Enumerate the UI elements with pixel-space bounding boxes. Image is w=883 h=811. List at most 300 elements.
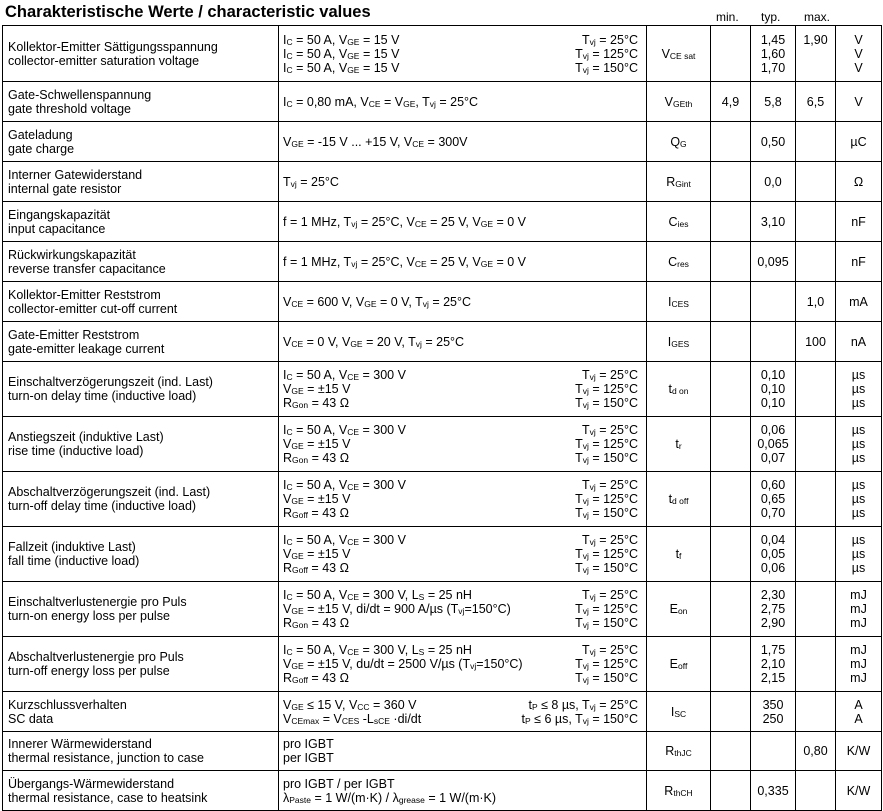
symbol: $t_r$ [647,417,711,472]
min-value [711,771,751,811]
symbol: $V_{GEth}$ [647,82,711,122]
condition-temperature: $T_{vj} = 25^\circ C$ [582,423,638,437]
table-row [3,82,882,122]
unit-value [836,26,882,82]
symbol: $t_{d on}$ [647,362,711,417]
condition-text: $R_{Gon} = 43$ Ω [283,616,350,630]
test-conditions [279,322,647,362]
condition-temperature: $T_{vj} = 125^\circ C$ [575,547,638,561]
condition-text: $R_{Goff} = 43$ Ω [283,561,349,575]
parameter-name-de: Gateladung [8,127,73,142]
symbol: $R_{Gint}$ [647,162,711,202]
unit-value [836,637,882,692]
condition-text: $I_C = 50$ A, $V_{CE} = 300$ V [283,368,406,382]
typ-value-line: 250 [762,711,784,726]
condition-text: $V_{GE} = \pm 15$ V [283,547,351,561]
table-row [3,282,882,322]
parameter-name-en: gate-emitter leakage current [8,341,165,356]
symbol: $C_{res}$ [647,242,711,282]
max-value-line [800,705,831,719]
condition-text: $V_{CEmax} = V_{CES}$ $-L_{sCE} \cdot di/dt$ [283,711,422,726]
min-value-line [715,47,746,61]
typ-value-line [755,335,791,349]
table-row [3,692,882,732]
max-value [796,732,836,771]
table-row [3,362,882,417]
typ-value-line: 0,70 [760,506,786,520]
unit-value-line: µs [851,396,866,410]
typ-value-line: 0,06 [760,423,786,437]
table-row [3,771,882,811]
unit-value-line: K/W [846,783,871,798]
unit-value [836,417,882,472]
condition-text: $R_{Gon} = 43$ Ω [283,396,350,410]
max-value-line: 0,80 [803,744,828,758]
table-row [3,162,882,202]
condition-text: $\lambda_{Paste} = 1$ $W/(m\cdot K) / \lambda_{grease} = 1$ W/(m·K) [283,790,497,805]
condition-text: $I_C = 50$ A, $V_{GE} = 15$ V [283,32,400,47]
max-value-line [800,602,831,616]
parameter-name-en: turn-on delay time (inductive load) [8,389,197,403]
min-value-line [715,135,746,149]
parameter-name [3,82,279,122]
min-value [711,26,751,82]
max-value [796,82,836,122]
parameter-name-de: Gate-Schwellenspannung [8,87,152,102]
parameter-name [3,732,279,771]
header-min: min. [716,10,739,24]
test-conditions [279,362,647,417]
parameter-name-en: reverse transfer capacitance [8,261,166,276]
parameter-name [3,417,279,472]
unit-value-line: K/W [846,744,871,758]
min-value [711,82,751,122]
condition-temperature: $T_{vj} = 25^\circ C$ [582,32,638,47]
unit-value-line: µs [851,561,866,575]
test-conditions [279,582,647,637]
parameter-name [3,122,279,162]
unit-value [836,82,882,122]
parameter-name-de: Interner Gatewiderstand [8,167,143,182]
max-value-line [800,437,831,451]
condition-temperature: $T_{vj} = 125^\circ C$ [575,46,638,61]
max-value-line: 1,0 [806,294,825,309]
condition-temperature: $T_{vj} = 125^\circ C$ [575,657,638,671]
unit-value-line: nF [851,214,866,229]
condition-text: $I_C = 0,80$ mA, $V_{CE} = V_{GE}$, $T_{vj} = 25^\circ C$ [283,94,479,109]
unit-value-line: A [854,711,863,726]
min-value-line [715,744,746,758]
parameter-name-en: turn-on energy loss per pulse [8,609,170,623]
parameter-name-de: Rückwirkungskapazität [8,247,136,262]
header-max: max. [804,10,831,24]
max-value [796,771,836,811]
max-value-line: 6,5 [806,94,825,109]
typ-value-line: 3,10 [760,214,786,229]
unit-value-line: V [854,46,863,61]
parameter-name-en: thermal resistance, junction to case [8,751,204,765]
min-value-line [715,382,746,396]
test-conditions [279,771,647,811]
typ-value [751,732,796,771]
min-value [711,242,751,282]
max-value [796,162,836,202]
parameter-name-de: Einschaltverzögerungszeit (ind. Last) [8,375,213,389]
unit-value-line: mA [849,294,868,309]
parameter-name [3,162,279,202]
unit-value-line: µs [851,506,866,520]
unit-value-line: µs [851,437,866,451]
condition-temperature: $t_P \le 8$ µs, $T_{vj} = 25^\circ C$ [528,697,638,712]
unit-value-line: V [854,32,863,47]
parameter-name-en: turn-off delay time (inductive load) [8,499,197,513]
parameter-name-en: fall time (inductive load) [8,554,140,568]
unit-value-line: nA [850,334,867,349]
condition-text: $V_{GE} \le 15$ V, $V_{CC} = 360$ V [283,697,417,712]
typ-value-line: 5,8 [764,94,782,109]
symbol: $V_{CE sat}$ [647,26,711,82]
min-value-line [715,335,746,349]
max-value-line: 100 [805,334,826,349]
parameter-name [3,242,279,282]
min-value-line [715,175,746,189]
parameter-name [3,637,279,692]
condition-temperature: $T_{vj} = 25^\circ C$ [582,643,638,657]
condition-temperature: $T_{vj} = 150^\circ C$ [575,561,638,575]
typ-value-line [755,295,791,309]
max-value [796,582,836,637]
condition-temperature: $T_{vj} = 25^\circ C$ [582,478,638,492]
condition-temperature: $T_{vj} = 25^\circ C$ [582,533,638,547]
unit-value [836,242,882,282]
min-value-line [715,705,746,719]
table-row [3,122,882,162]
max-value-line [800,255,831,269]
typ-value-line: 0,06 [760,561,786,575]
typ-value [751,162,796,202]
parameter-name-de: Gate-Emitter Reststrom [8,327,140,342]
condition-text: $V_{GE} = -15$ V ... +15 V, $V_{CE} = 300V$ [283,134,468,149]
max-value-line [800,215,831,229]
condition-text: per IGBT [283,751,334,765]
symbol: $E_{on}$ [647,582,711,637]
max-value [796,527,836,582]
unit-value-line: V [854,94,863,109]
condition-text: $V_{GE} = \pm 15$ V, di/dt = 900 A/µs $(T_{vj}=150^\circ C)$ [283,602,511,616]
parameter-name [3,527,279,582]
max-value-line [800,657,831,671]
typ-value-line: 2,10 [760,657,786,671]
condition-text: $V_{GE} = \pm 15$ V [283,492,351,506]
unit-value [836,282,882,322]
table-row [3,582,882,637]
unit-value-line: mJ [850,643,867,657]
max-value [796,26,836,82]
condition-text: f = 1 MHz, $T_{vj} = 25^\circ C$, $V_{CE} = 25$ V, $V_{GE} = 0$ V [283,214,527,229]
condition-temperature: $T_{vj} = 150^\circ C$ [575,616,638,630]
typ-value-line: 2,90 [760,616,786,630]
parameter-name-de: Abschaltverzögerungszeit (ind. Last) [8,485,211,499]
test-conditions [279,282,647,322]
condition-text: $I_C = 50$ A, $V_{CE} = 300$ V [283,478,406,492]
min-value [711,692,751,732]
max-value [796,417,836,472]
parameter-name-de: Kollektor-Emitter Sättigungsspannung [8,39,218,54]
max-value-line [800,47,831,61]
min-value [711,202,751,242]
symbol: $I_{CES}$ [647,282,711,322]
typ-value-line: 1,75 [760,643,786,657]
condition-text: $R_{Gon} = 43$ Ω [283,451,350,465]
typ-value [751,472,796,527]
table-row [3,242,882,282]
unit-value [836,582,882,637]
min-value-line [715,255,746,269]
symbol: $Q_G$ [647,122,711,162]
parameter-name [3,771,279,811]
unit-value-line: µs [851,451,866,465]
unit-value-line: mJ [850,657,867,671]
condition-text: pro IGBT / per IGBT [283,776,395,791]
condition-text: $V_{GE} = \pm 15$ V [283,437,351,451]
condition-text: $I_C = 50$ A, $V_{CE} = 300$ V [283,533,406,547]
condition-temperature: $T_{vj} = 150^\circ C$ [575,451,638,465]
typ-value [751,26,796,82]
typ-value [751,82,796,122]
parameter-name-de: Kollektor-Emitter Reststrom [8,287,161,302]
unit-value-line: V [854,60,863,75]
typ-value-line: 2,75 [760,602,786,616]
test-conditions [279,472,647,527]
min-value-line [715,602,746,616]
condition-temperature: $t_P \le 6$ µs, $T_{vj} = 150^\circ C$ [521,711,638,726]
parameter-name [3,282,279,322]
condition-temperature: $T_{vj} = 150^\circ C$ [575,60,638,75]
condition-temperature: $T_{vj} = 125^\circ C$ [575,437,638,451]
unit-value-line: µs [851,368,866,382]
table-row [3,637,882,692]
unit-value [836,771,882,811]
symbol: $R_{thJC}$ [647,732,711,771]
min-value [711,362,751,417]
min-value-line [715,437,746,451]
max-value-line [800,135,831,149]
min-value [711,417,751,472]
typ-value-line [755,744,791,758]
condition-temperature: $T_{vj} = 25^\circ C$ [582,368,638,382]
unit-value-line: µs [851,423,866,437]
symbol: $C_{ies}$ [647,202,711,242]
parameter-name-en: gate threshold voltage [8,101,132,116]
unit-value-line: µs [851,382,866,396]
condition-text: $I_C = 50$ A, $V_{GE} = 15$ V [283,46,400,61]
condition-text: $V_{CE} = 0$ V, $V_{GE} = 20$ V, $T_{vj} = 25^\circ C$ [283,334,465,349]
unit-value-line: µs [851,492,866,506]
parameter-name-de: Fallzeit (induktive Last) [8,540,136,554]
parameter-name [3,692,279,732]
min-value-line [715,547,746,561]
min-value [711,732,751,771]
max-value [796,362,836,417]
typ-value-line: 1,60 [760,46,786,61]
condition-temperature: $T_{vj} = 25^\circ C$ [582,588,638,602]
typ-value-line: 0,65 [760,492,786,506]
condition-text: $V_{GE} = \pm 15$ V, du/dt = 2500 V/µs $(T_{vj}=150^\circ C)$ [283,657,523,671]
condition-text: $I_C = 50$ A, $V_{CE} = 300$ V, $L_S = 25$ nH [283,643,472,657]
max-value [796,202,836,242]
max-value [796,637,836,692]
typ-value-line: 350 [762,697,784,712]
typ-value [751,282,796,322]
typ-value-line: 0,04 [760,533,786,547]
unit-value [836,202,882,242]
unit-value [836,162,882,202]
condition-text: $I_C = 50$ A, $V_{CE} = 300$ V [283,423,406,437]
unit-value [836,322,882,362]
parameter-name-en: rise time (inductive load) [8,444,144,458]
typ-value [751,417,796,472]
min-value-line [715,492,746,506]
condition-temperature: $T_{vj} = 125^\circ C$ [575,492,638,506]
min-value [711,472,751,527]
parameter-name-de: Innerer Wärmewiderstand [8,737,152,751]
condition-temperature: $T_{vj} = 125^\circ C$ [575,602,638,616]
typ-value-line: 1,70 [760,60,786,75]
parameter-name-de: Abschaltverlustenergie pro Puls [8,650,184,664]
test-conditions [279,692,647,732]
unit-value [836,692,882,732]
unit-value-line: µs [851,533,866,547]
unit-value [836,527,882,582]
test-conditions [279,732,647,771]
symbol: $I_{SC}$ [647,692,711,732]
typ-value [751,122,796,162]
parameter-name-en: collector-emitter cut-off current [8,301,178,316]
symbol: $R_{thCH}$ [647,771,711,811]
typ-value [751,771,796,811]
typ-value [751,322,796,362]
parameter-name-de: Einschaltverlustenergie pro Puls [8,595,187,609]
condition-temperature: $T_{vj} = 150^\circ C$ [575,396,638,410]
unit-value-line: mJ [850,588,867,602]
typ-value-line: 0,50 [760,134,786,149]
test-conditions [279,202,647,242]
parameter-name [3,26,279,82]
header-typ: typ. [761,10,781,24]
max-value-line [800,547,831,561]
unit-value-line: µs [851,547,866,561]
parameter-name-en: thermal resistance, case to heatsink [8,790,208,805]
unit-value-line: mJ [850,616,867,630]
test-conditions [279,82,647,122]
max-value-line [800,784,831,798]
test-conditions [279,122,647,162]
min-value [711,162,751,202]
unit-value [836,362,882,417]
condition-text: $R_{Goff} = 43$ Ω [283,506,349,520]
unit-value-line: Ω [853,174,864,189]
parameter-name-de: Kurzschlussverhalten [8,697,127,712]
condition-text: pro IGBT [283,737,334,751]
typ-value-line: 0,10 [760,396,786,410]
unit-value [836,732,882,771]
unit-value-line: mJ [850,671,867,685]
typ-value-line: 0,10 [760,368,786,382]
min-value [711,282,751,322]
parameter-name [3,202,279,242]
unit-value-line: µC [850,134,867,149]
parameter-name-en: input capacitance [8,221,106,236]
parameter-name [3,322,279,362]
max-value [796,472,836,527]
max-value-line [800,382,831,396]
parameter-name-en: gate charge [8,141,75,156]
unit-value-line: mJ [850,602,867,616]
typ-value [751,242,796,282]
typ-value-line: 0,0 [764,174,782,189]
parameter-name-de: Anstiegszeit (induktive Last) [8,430,164,444]
table-row [3,472,882,527]
parameter-name-de: Eingangskapazität [8,207,111,222]
min-value [711,122,751,162]
table-row [3,417,882,472]
condition-temperature: $T_{vj} = 150^\circ C$ [575,671,638,685]
condition-text: $V_{GE} = \pm 15$ V [283,382,351,396]
min-value-line [715,295,746,309]
max-value-line [800,492,831,506]
typ-value [751,692,796,732]
condition-temperature: $T_{vj} = 125^\circ C$ [575,382,638,396]
condition-text: $I_C = 50$ A, $V_{GE} = 15$ V [283,60,400,75]
page-title: Charakteristische Werte / characteristic values [5,3,371,21]
min-value [711,582,751,637]
symbol: $t_f$ [647,527,711,582]
typ-value [751,362,796,417]
table-row [3,202,882,242]
typ-value-line: 2,30 [760,588,786,602]
symbol: $I_{GES}$ [647,322,711,362]
typ-value [751,637,796,692]
unit-value-line: µs [851,478,866,492]
min-value [711,527,751,582]
parameter-name [3,362,279,417]
condition-text: $R_{Goff} = 43$ Ω [283,671,349,685]
min-value [711,637,751,692]
condition-temperature: $T_{vj} = 150^\circ C$ [575,506,638,520]
symbol: $E_{off}$ [647,637,711,692]
unit-value [836,122,882,162]
typ-value [751,527,796,582]
parameter-name [3,472,279,527]
test-conditions [279,26,647,82]
max-value-line: 1,90 [803,32,828,47]
typ-value-line: 0,065 [757,437,789,451]
table-row [3,732,882,771]
characteristic-values-table [2,25,882,811]
table-row [3,322,882,362]
parameter-name-en: collector-emitter saturation voltage [8,53,200,68]
parameter-name-en: internal gate resistor [8,181,122,196]
max-value [796,322,836,362]
condition-text: $V_{CE} = 600$ V, $V_{GE} = 0$ V, $T_{vj} = 25^\circ C$ [283,294,472,309]
min-value-line [715,784,746,798]
min-value-line [715,657,746,671]
typ-value [751,582,796,637]
typ-value-line: 0,095 [757,254,789,269]
min-value-line: 4,9 [721,94,740,109]
table-row [3,26,882,82]
max-value [796,242,836,282]
